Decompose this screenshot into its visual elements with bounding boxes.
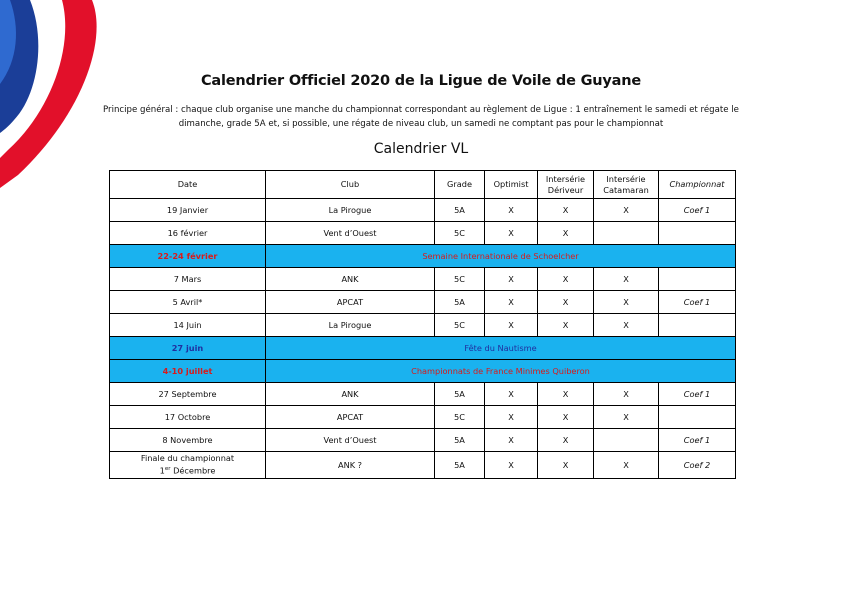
event-row bbox=[110, 337, 736, 360]
row-date: 8 Novembre bbox=[110, 429, 266, 452]
intro-paragraph: Principe général : chaque club organise une manche du championnat correspondant au règlement de Ligue : 1 entraînement le samedi et régate le dimanche, grade 5A et, si possible, une régate de niveau club, un samedi ne comptant pas pour le championnat bbox=[103, 105, 739, 129]
row-grade: 5A bbox=[435, 291, 485, 314]
row-grade: 5C bbox=[435, 222, 485, 245]
row-date: 7 Mars bbox=[110, 268, 266, 291]
event-label: Championnats de France Minimes Quiberon bbox=[266, 360, 736, 383]
row-optimist: X bbox=[485, 291, 538, 314]
header-date: Date bbox=[110, 171, 266, 199]
row-catamaran: X bbox=[594, 199, 659, 222]
table-row-final bbox=[110, 452, 736, 479]
row-championnat: Coef 2 bbox=[659, 452, 736, 479]
row-date: 27 Septembre bbox=[110, 383, 266, 406]
row-club: Vent d’Ouest bbox=[266, 222, 435, 245]
row-catamaran: X bbox=[594, 383, 659, 406]
row-catamaran: X bbox=[594, 291, 659, 314]
row-grade: 5C bbox=[435, 314, 485, 337]
row-championnat: Coef 1 bbox=[659, 429, 736, 452]
row-club: La Pirogue bbox=[266, 314, 435, 337]
row-optimist: X bbox=[485, 429, 538, 452]
row-club: ANK ? bbox=[266, 452, 435, 479]
final-date-month: Décembre bbox=[170, 465, 216, 476]
row-deriveur: X bbox=[538, 314, 594, 337]
row-catamaran: X bbox=[594, 268, 659, 291]
row-grade: 5C bbox=[435, 268, 485, 291]
event-date: 4-10 juillet bbox=[110, 360, 266, 383]
event-row bbox=[110, 360, 736, 383]
table-row bbox=[110, 291, 736, 314]
row-championnat bbox=[659, 268, 736, 291]
row-deriveur: X bbox=[538, 291, 594, 314]
event-date: 27 juin bbox=[110, 337, 266, 360]
calendar-subtitle: Calendrier VL bbox=[373, 141, 469, 157]
row-deriveur: X bbox=[538, 268, 594, 291]
row-deriveur: X bbox=[538, 452, 594, 479]
row-date: 17 Octobre bbox=[110, 406, 266, 429]
event-date: 22-24 février bbox=[110, 245, 266, 268]
header-optimist: Optimist bbox=[485, 171, 538, 199]
table-row bbox=[110, 383, 736, 406]
row-club: APCAT bbox=[266, 406, 435, 429]
final-date-day: 1 bbox=[159, 465, 165, 476]
header-interserie-deriveur bbox=[538, 171, 594, 199]
row-catamaran: X bbox=[594, 452, 659, 479]
table-row bbox=[110, 199, 736, 222]
row-championnat: Coef 1 bbox=[659, 199, 736, 222]
table-row bbox=[110, 222, 736, 245]
row-club: ANK bbox=[266, 383, 435, 406]
ligue-logo-swoosh bbox=[0, 0, 110, 200]
event-row bbox=[110, 245, 736, 268]
header-catamaran-line1: Intersérie bbox=[606, 173, 646, 184]
row-championnat: Coef 1 bbox=[659, 291, 736, 314]
event-label: Fête du Nautisme bbox=[266, 337, 736, 360]
row-optimist: X bbox=[485, 452, 538, 479]
row-date: 16 février bbox=[110, 222, 266, 245]
row-deriveur: X bbox=[538, 429, 594, 452]
header-deriveur-line2: Dériveur bbox=[547, 184, 584, 195]
row-date: 14 Juin bbox=[110, 314, 266, 337]
row-grade: 5A bbox=[435, 452, 485, 479]
header-grade: Grade bbox=[435, 171, 485, 199]
calendar-table bbox=[109, 170, 736, 479]
row-catamaran: X bbox=[594, 406, 659, 429]
final-date-line1: Finale du championnat bbox=[140, 453, 235, 464]
row-championnat bbox=[659, 406, 736, 429]
row-optimist: X bbox=[485, 268, 538, 291]
table-row bbox=[110, 268, 736, 291]
header-catamaran-line2: Catamaran bbox=[603, 184, 649, 195]
row-deriveur: X bbox=[538, 406, 594, 429]
header-interserie-catamaran bbox=[594, 171, 659, 199]
header-championnat: Championnat bbox=[659, 171, 736, 199]
row-date-final bbox=[110, 452, 266, 479]
row-optimist: X bbox=[485, 222, 538, 245]
row-club: APCAT bbox=[266, 291, 435, 314]
final-date-ordinal: er bbox=[164, 466, 171, 473]
row-championnat bbox=[659, 314, 736, 337]
row-optimist: X bbox=[485, 383, 538, 406]
header-club: Club bbox=[266, 171, 435, 199]
row-championnat: Coef 1 bbox=[659, 383, 736, 406]
row-club: ANK bbox=[266, 268, 435, 291]
row-optimist: X bbox=[485, 199, 538, 222]
row-catamaran bbox=[594, 222, 659, 245]
table-row bbox=[110, 429, 736, 452]
table-row bbox=[110, 314, 736, 337]
row-grade: 5A bbox=[435, 429, 485, 452]
event-label: Semaine Internationale de Schoelcher bbox=[266, 245, 736, 268]
row-optimist: X bbox=[485, 406, 538, 429]
row-catamaran: X bbox=[594, 314, 659, 337]
row-deriveur: X bbox=[538, 383, 594, 406]
row-club: La Pirogue bbox=[266, 199, 435, 222]
row-catamaran bbox=[594, 429, 659, 452]
row-club: Vent d’Ouest bbox=[266, 429, 435, 452]
row-date: 19 Janvier bbox=[110, 199, 266, 222]
row-grade: 5C bbox=[435, 406, 485, 429]
row-grade: 5A bbox=[435, 383, 485, 406]
row-optimist: X bbox=[485, 314, 538, 337]
table-row bbox=[110, 406, 736, 429]
header-deriveur-line1: Intersérie bbox=[545, 173, 586, 184]
row-championnat bbox=[659, 222, 736, 245]
row-deriveur: X bbox=[538, 199, 594, 222]
table-header-row bbox=[110, 171, 736, 199]
row-date: 5 Avril* bbox=[110, 291, 266, 314]
page-title: Calendrier Officiel 2020 de la Ligue de Voile de Guyane bbox=[200, 73, 642, 89]
row-deriveur: X bbox=[538, 222, 594, 245]
row-grade: 5A bbox=[435, 199, 485, 222]
